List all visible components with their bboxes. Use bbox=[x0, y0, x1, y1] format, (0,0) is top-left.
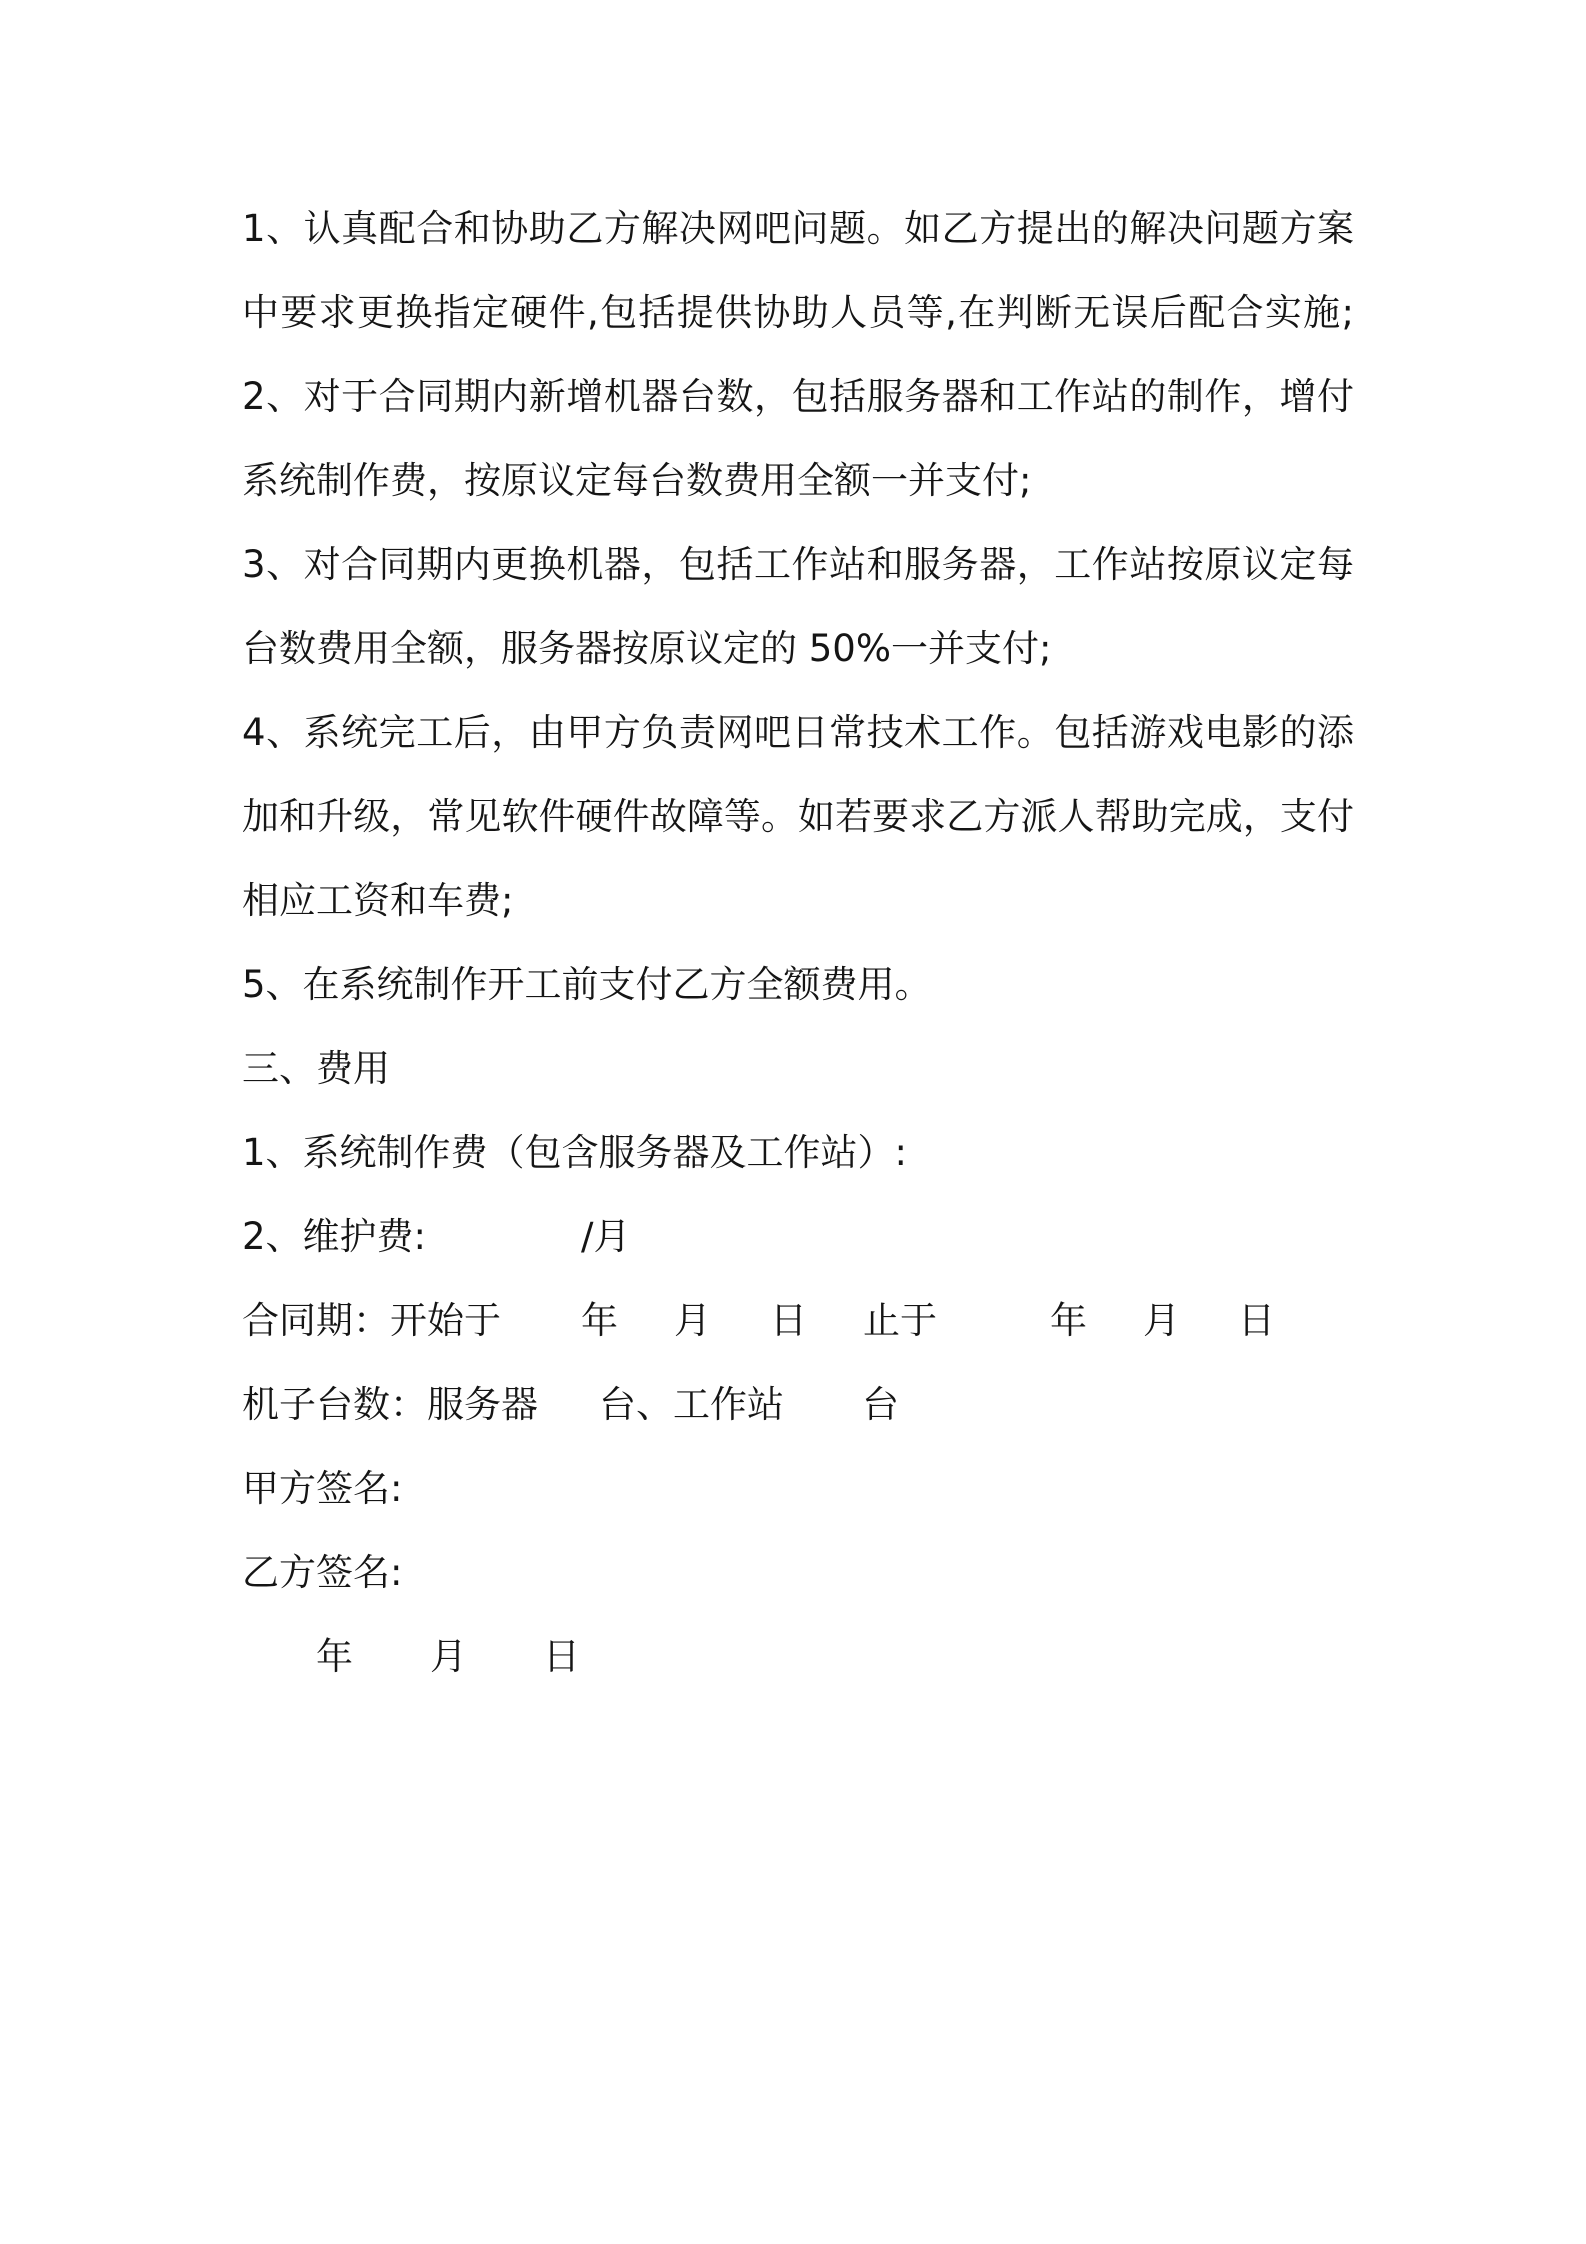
paragraph-1-line-2: 中要求更换指定硬件,包括提供协助人员等,在判断无误后配合实施; bbox=[242, 291, 1354, 334]
paragraph-2-line-1: 2、对于合同期内新增机器台数，包括服务器和工作站的制作，增付 bbox=[242, 375, 1354, 418]
paragraph-3-line-1: 3、对合同期内更换机器，包括工作站和服务器，工作站按原议定每 bbox=[242, 543, 1354, 586]
fee-item-system-production: 1、系统制作费（包含服务器及工作站）: bbox=[242, 1131, 908, 1174]
maintenance-fee-unit: /月 bbox=[581, 1215, 631, 1258]
server-unit-label: 台、工作站 bbox=[599, 1383, 784, 1426]
sign-year-label: 年 bbox=[316, 1635, 353, 1678]
end-year-label: 年 bbox=[1050, 1299, 1087, 1342]
sign-day-label: 日 bbox=[543, 1635, 580, 1678]
end-month-label: 月 bbox=[1143, 1299, 1180, 1342]
section-heading-fees: 三、费用 bbox=[242, 1047, 390, 1090]
paragraph-1-line-1: 1、认真配合和协助乙方解决网吧问题。如乙方提出的解决问题方案 bbox=[242, 207, 1354, 250]
machine-count-label: 机子台数：服务器 bbox=[242, 1383, 538, 1426]
maintenance-fee-label: 2、维护费: bbox=[242, 1215, 427, 1258]
sign-month-label: 月 bbox=[430, 1635, 467, 1678]
contract-period-label: 合同期：开始于 bbox=[242, 1299, 501, 1342]
paragraph-3-line-2: 台数费用全额，服务器按原议定的 50%一并支付; bbox=[242, 627, 1052, 670]
station-unit-label: 台 bbox=[862, 1383, 899, 1426]
end-label: 止于 bbox=[863, 1299, 937, 1342]
paragraph-5: 5、在系统制作开工前支付乙方全额费用。 bbox=[242, 963, 932, 1006]
start-day-label: 日 bbox=[770, 1299, 807, 1342]
start-month-label: 月 bbox=[674, 1299, 711, 1342]
start-year-label: 年 bbox=[581, 1299, 618, 1342]
party-a-signature-label: 甲方签名: bbox=[242, 1467, 403, 1510]
party-b-signature-label: 乙方签名: bbox=[242, 1551, 403, 1594]
paragraph-4-line-1: 4、系统完工后，由甲方负责网吧日常技术工作。包括游戏电影的添 bbox=[242, 711, 1354, 754]
paragraph-4-line-2: 加和升级，常见软件硬件故障等。如若要求乙方派人帮助完成，支付 bbox=[242, 795, 1354, 838]
paragraph-4-line-3: 相应工资和车费; bbox=[242, 879, 514, 922]
paragraph-2-line-2: 系统制作费，按原议定每台数费用全额一并支付; bbox=[242, 459, 1032, 502]
end-day-label: 日 bbox=[1238, 1299, 1275, 1342]
